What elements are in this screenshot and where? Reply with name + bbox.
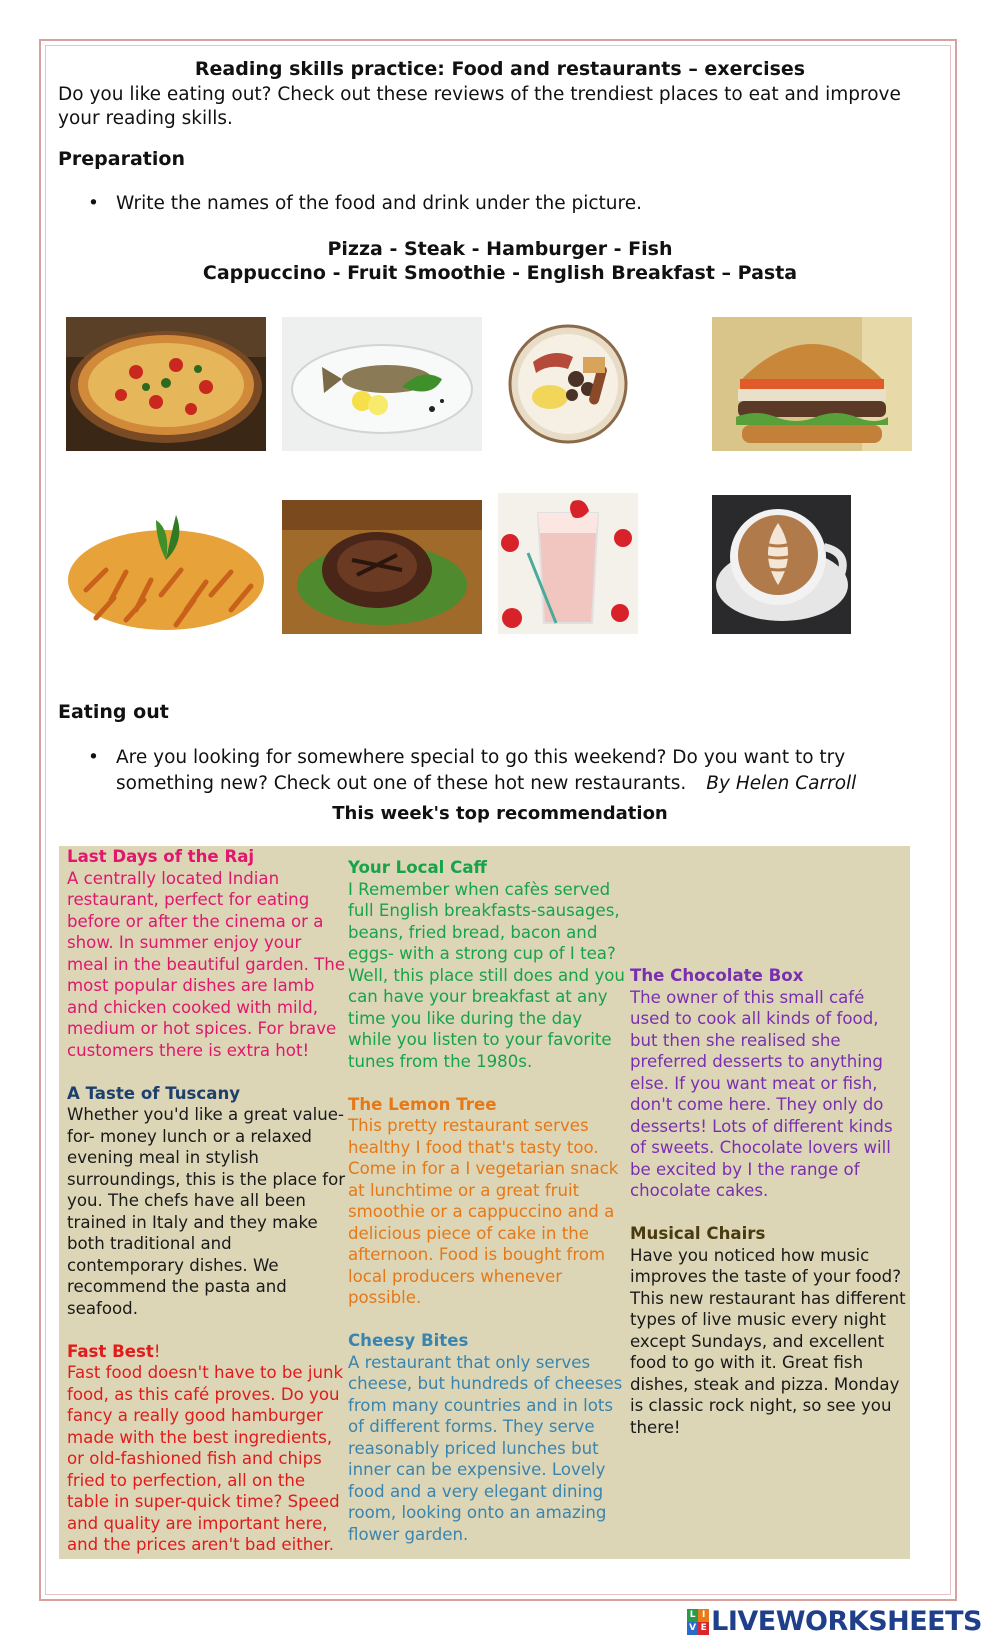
review-body [67, 868, 346, 1062]
cappuccino-photo [712, 495, 851, 634]
review-body [67, 1104, 346, 1319]
review-line: of sweets. Chocolate lovers will [630, 1138, 891, 1157]
review-line: reasonably priced lunches but [348, 1438, 599, 1458]
bullet-icon: • [88, 193, 99, 214]
review-line: tunes from the 1980s. [348, 1051, 533, 1071]
worksheet-title: Reading skills practice: Food and restaurants – exercises [194, 58, 806, 80]
pizza-photo [66, 317, 266, 451]
review-line: food and a very elegant dining [348, 1481, 604, 1501]
review-line: don't come here. They only do [630, 1095, 884, 1114]
review-title: The Chocolate Box [630, 966, 804, 985]
review-line: The owner of this small café [630, 987, 865, 1007]
review-last-days-of-the-raj [67, 846, 346, 1061]
review-line: fried to perfection, all on the [67, 1470, 306, 1490]
review-fast-best [67, 1341, 342, 1556]
fish-photo [282, 317, 482, 451]
review-line: improves the taste of your food? [630, 1267, 902, 1286]
review-line: eggs- with a strong cup of I tea? [348, 944, 616, 963]
review-line: customers there is extra hot! [67, 1040, 310, 1060]
review-line: food, as this café proves. Do you [67, 1384, 340, 1404]
review-title: Last Days of the Raj [67, 847, 255, 866]
review-line: at lunchtime or a great fruit [348, 1180, 580, 1200]
review-line: types of live music every night [630, 1310, 886, 1329]
review-title: Cheesy Bites [348, 1331, 469, 1350]
review-line: and quality are important here, [67, 1513, 328, 1533]
review-line: you. The chefs have all been [67, 1191, 306, 1210]
reviews-column-2 [348, 857, 623, 1545]
review-title: A Taste of Tuscany [67, 1083, 241, 1103]
review-line: evening meal in stylish [67, 1148, 259, 1167]
word-list-line-1: Pizza - Steak - Hamburger - Fish [327, 238, 673, 260]
review-line: recommend the pasta and [67, 1277, 287, 1296]
pasta-photo [66, 500, 266, 634]
eating-out-heading: Eating out [58, 701, 169, 723]
review-line: most popular dishes are lamb [67, 976, 315, 995]
review-line: surroundings, this is the place for [67, 1169, 346, 1189]
review-line: This new restaurant has different [630, 1288, 906, 1308]
hamburger-photo [712, 317, 912, 451]
steak-photo [282, 500, 482, 634]
review-line: contemporary dishes. We [67, 1255, 279, 1275]
review-title: Your Local Caff [348, 858, 487, 877]
logo-text: LIVEWORKSHEETS [711, 1606, 982, 1637]
word-list-line-2: Cappuccino - Fruit Smoothie - English Breakfast – Pasta [202, 262, 798, 284]
review-line: there! [630, 1417, 681, 1437]
review-line: Have you noticed how music [630, 1245, 870, 1265]
review-body [348, 879, 623, 1073]
review-line: full English breakfasts-sausages, [348, 901, 620, 920]
review-the-lemon-tree [348, 1094, 623, 1309]
review-line: trained in Italy and they make [67, 1212, 318, 1232]
review-line: from many countries and in lots [348, 1395, 614, 1415]
review-line: smoothie or a cappuccino and a [348, 1202, 615, 1221]
english-breakfast-photo [498, 317, 638, 451]
review-your-local-caff [348, 857, 623, 1072]
review-body [348, 1115, 623, 1309]
review-line: room, looking onto an amazing [348, 1503, 607, 1522]
review-line: for- money lunch or a relaxed [67, 1126, 312, 1146]
byline: By Helen Carroll [706, 773, 857, 794]
review-line: This pretty restaurant serves [348, 1116, 589, 1135]
review-line: and the prices aren't bad either. [67, 1535, 335, 1554]
bullet-icon: • [88, 747, 99, 768]
review-line: and chicken cooked with mild, [67, 997, 319, 1017]
preparation-heading: Preparation [58, 148, 185, 170]
review-line: before or after the cinema or a [67, 911, 324, 931]
review-body [348, 1352, 623, 1546]
review-the-chocolate-box [630, 965, 905, 1202]
review-title: Musical Chairs [630, 1224, 766, 1243]
review-line: while you listen to your favorite [348, 1030, 612, 1049]
review-line: local producers whenever [348, 1266, 563, 1286]
review-line: afternoon. Food is bought from [348, 1245, 606, 1264]
review-musical-chairs [630, 1223, 905, 1438]
review-line: A restaurant that only serves [348, 1352, 591, 1372]
review-line: show. In summer enjoy your [67, 933, 302, 952]
review-line: of different forms. They serve [348, 1417, 595, 1436]
review-line: inner can be expensive. Lovely [348, 1460, 606, 1479]
intro-text: Do you like eating out? Check out these reviews of the trendiest places to eat and improve your reading skills. [58, 84, 901, 129]
review-line: medium or hot spices. For brave [67, 1019, 337, 1038]
review-line: can have your breakfast at any [348, 987, 608, 1006]
review-line: both traditional and [67, 1234, 232, 1253]
review-line: is classic rock night, so see you [630, 1396, 892, 1415]
review-line: beans, fried bread, bacon and [348, 922, 598, 942]
review-line: Come in for a I vegetarian snack [348, 1159, 619, 1178]
top-recommendation-heading: This week's top recommendation [332, 803, 668, 824]
review-line: delicious piece of cake in the [348, 1223, 589, 1243]
review-line: else. If you want meat or fish, [630, 1073, 878, 1093]
review-title: Fast Best! [67, 1341, 161, 1361]
review-line: made with the best ingredients, [67, 1427, 333, 1447]
review-line: desserts! Lots of different kinds [630, 1116, 893, 1136]
review-cheesy-bites [348, 1330, 623, 1545]
logo-badge-icon: L I V E [687, 1609, 709, 1635]
review-line: be excited by I the range of [630, 1159, 860, 1179]
review-line: possible. [348, 1288, 422, 1307]
eating-out-intro-text: Are you looking for somewhere special to go this weekend? Do you want to try something new? Check out one of these hot new restaurants. [116, 747, 846, 794]
review-title: The Lemon Tree [348, 1094, 497, 1114]
review-line: seafood. [67, 1298, 138, 1318]
review-body [630, 987, 905, 1202]
review-line: time you like during the day [348, 1008, 583, 1028]
review-line: but then she realised she [630, 1030, 841, 1050]
review-line: flower garden. [348, 1524, 469, 1544]
review-line: cheese, but hundreds of cheeses [348, 1374, 623, 1393]
reviews-column-3 [630, 965, 905, 1438]
preparation-instruction-text: Write the names of the food and drink under the picture. [116, 193, 642, 214]
reviews-column-1 [67, 846, 346, 1556]
review-body [67, 1362, 342, 1556]
review-line: Well, this place still does and you [348, 965, 625, 985]
review-body [630, 1245, 905, 1439]
review-line: dishes, steak and pizza. Monday [630, 1374, 900, 1394]
review-line: Whether you'd like a great value- [67, 1105, 344, 1124]
review-line: food to go with it. Great fish [630, 1353, 864, 1372]
review-line: healthy I food that's tasty too. [348, 1137, 599, 1157]
review-line: meal in the beautiful garden. The [67, 954, 346, 974]
review-line: or old-fashioned fish and chips [67, 1449, 322, 1468]
review-line: restaurant, perfect for eating [67, 890, 310, 909]
review-line: except Sundays, and excellent [630, 1331, 885, 1351]
review-line: I Remember when cafès served [348, 879, 611, 899]
review-line: preferred desserts to anything [630, 1052, 883, 1071]
review-line: A centrally located Indian [67, 868, 280, 888]
review-line: fancy a really good hamburger [67, 1406, 323, 1425]
fruit-smoothie-photo [498, 493, 638, 634]
review-line: table in super-quick time? Speed [67, 1492, 340, 1511]
liveworksheets-logo[interactable] [687, 1606, 982, 1637]
review-line: used to cook all kinds of food, [630, 1009, 879, 1028]
review-a-taste-of-tuscany [67, 1083, 346, 1320]
review-line: Fast food doesn't have to be junk [67, 1363, 344, 1382]
review-line: chocolate cakes. [630, 1181, 769, 1200]
